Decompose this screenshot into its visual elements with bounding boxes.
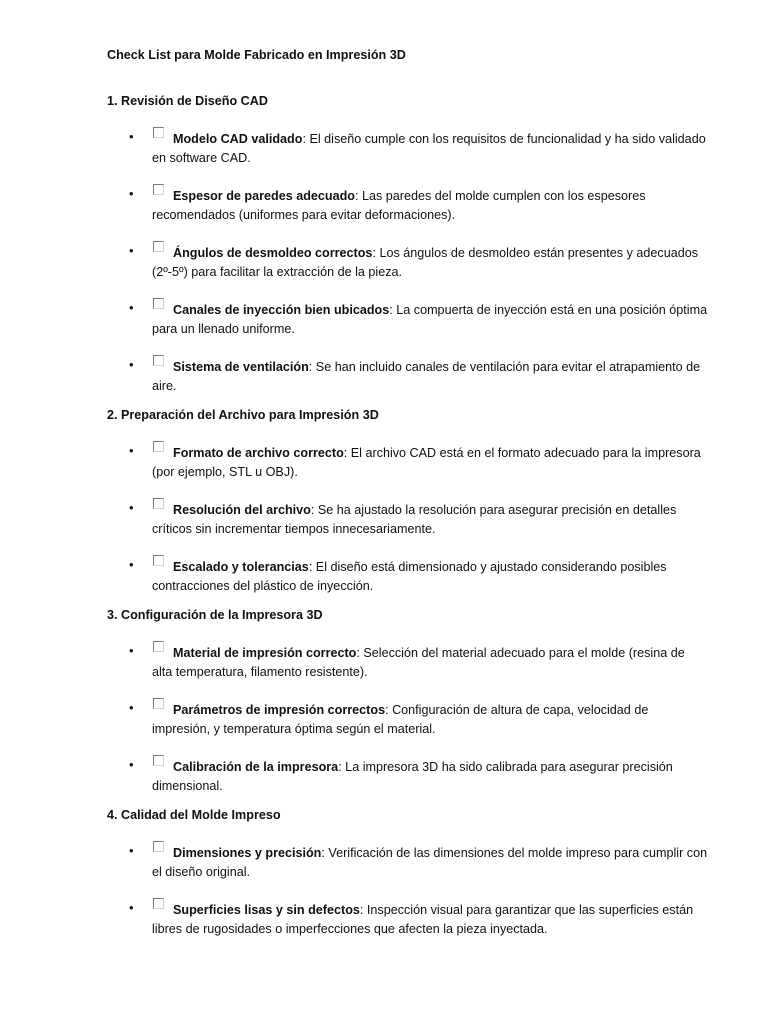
bullet-icon: • xyxy=(129,843,134,858)
section-heading: 2. Preparación del Archivo para Impresión 3D xyxy=(107,408,379,422)
section-preparacion-archivo xyxy=(107,406,708,596)
checklist xyxy=(107,441,708,596)
bullet-icon: • xyxy=(129,129,134,144)
checklist-item xyxy=(107,498,708,539)
checkbox[interactable] xyxy=(153,127,164,138)
item-description: : Inspección visual para garantizar que las superficies están libres de rugosidades o imperfecciones que afecten la pieza inyectada. xyxy=(152,903,694,936)
bullet-icon: • xyxy=(129,357,134,372)
checkbox[interactable] xyxy=(153,298,164,309)
item-title: Escalado y tolerancias xyxy=(173,560,309,574)
bullet-icon: • xyxy=(129,757,134,772)
item-title: Ángulos de desmoldeo correctos xyxy=(173,246,373,260)
checkbox[interactable] xyxy=(153,698,164,709)
checklist xyxy=(107,641,708,796)
section-revision-diseno-cad xyxy=(107,92,708,396)
item-description: : La impresora 3D ha sido calibrada para asegurar precisión dimensional. xyxy=(152,760,673,793)
item-description: : Se ha ajustado la resolución para asegurar precisión en detalles críticos sin incrementar tiempos innecesariamente. xyxy=(152,503,677,536)
section-heading: 3. Configuración de la Impresora 3D xyxy=(107,608,323,622)
checklist-item xyxy=(107,755,708,796)
checkbox[interactable] xyxy=(153,441,164,452)
checklist-item xyxy=(107,127,708,168)
section-calidad-molde xyxy=(107,806,708,939)
checkbox[interactable] xyxy=(153,184,164,195)
checklist-item xyxy=(107,698,708,739)
item-description: : Los ángulos de desmoldeo están presentes y adecuados (2º-5º) para facilitar la extracción de la pieza. xyxy=(152,246,699,279)
checkbox[interactable] xyxy=(153,641,164,652)
item-title: Modelo CAD validado xyxy=(173,132,303,146)
section-heading: 1. Revisión de Diseño CAD xyxy=(107,94,268,108)
item-title: Formato de archivo correcto xyxy=(173,446,344,460)
item-title: Superficies lisas y sin defectos xyxy=(173,903,360,917)
checkbox[interactable] xyxy=(153,555,164,566)
bullet-icon: • xyxy=(129,186,134,201)
item-title: Espesor de paredes adecuado xyxy=(173,189,355,203)
item-description: : El archivo CAD está en el formato adecuado para la impresora (por ejemplo, STL u OBJ). xyxy=(152,446,701,479)
bullet-icon: • xyxy=(129,443,134,458)
checkbox[interactable] xyxy=(153,355,164,366)
bullet-icon: • xyxy=(129,557,134,572)
item-description: : El diseño está dimensionado y ajustado considerando posibles contracciones del plástico de inyección. xyxy=(152,560,667,593)
item-description: : Selección del material adecuado para el molde (resina de alta temperatura, filamento resistente). xyxy=(152,646,685,679)
checklist-item xyxy=(107,898,708,939)
bullet-icon: • xyxy=(129,300,134,315)
checklist-item xyxy=(107,355,708,396)
bullet-icon: • xyxy=(129,900,134,915)
item-title: Calibración de la impresora xyxy=(173,760,339,774)
item-title: Dimensiones y precisión xyxy=(173,846,322,860)
item-description: : La compuerta de inyección está en una posición óptima para un llenado uniforme. xyxy=(152,303,708,336)
checklist-item xyxy=(107,441,708,482)
item-description: : Se han incluido canales de ventilación para evitar el atrapamiento de aire. xyxy=(152,360,701,393)
checkbox[interactable] xyxy=(153,841,164,852)
bullet-icon: • xyxy=(129,243,134,258)
item-title: Parámetros de impresión correctos xyxy=(173,703,386,717)
checkbox[interactable] xyxy=(153,498,164,509)
checklist-item xyxy=(107,841,708,882)
document-title: Check List para Molde Fabricado en Impresión 3D xyxy=(107,48,406,62)
bullet-icon: • xyxy=(129,643,134,658)
checkbox[interactable] xyxy=(153,241,164,252)
item-title: Sistema de ventilación xyxy=(173,360,309,374)
checklist xyxy=(107,127,708,396)
item-description: : El diseño cumple con los requisitos de funcionalidad y ha sido validado en software CAD. xyxy=(152,132,706,165)
checklist-item xyxy=(107,555,708,596)
checklist xyxy=(107,841,708,939)
item-description: : Verificación de las dimensiones del molde impreso para cumplir con el diseño original. xyxy=(152,846,708,879)
section-configuracion-impresora xyxy=(107,606,708,796)
item-title: Resolución del archivo xyxy=(173,503,311,517)
checklist-item xyxy=(107,241,708,282)
item-description: : Configuración de altura de capa, velocidad de impresión, y temperatura óptima según el material. xyxy=(152,703,649,736)
checkbox[interactable] xyxy=(153,755,164,766)
checklist-item xyxy=(107,184,708,225)
section-heading: 4. Calidad del Molde Impreso xyxy=(107,808,281,822)
checkbox[interactable] xyxy=(153,898,164,909)
bullet-icon: • xyxy=(129,500,134,515)
checklist-item xyxy=(107,641,708,682)
item-title: Canales de inyección bien ubicados xyxy=(173,303,390,317)
item-title: Material de impresión correcto xyxy=(173,646,357,660)
bullet-icon: • xyxy=(129,700,134,715)
item-description: : Las paredes del molde cumplen con los espesores recomendados (uniformes para evitar deformaciones). xyxy=(152,189,646,222)
checklist-item xyxy=(107,298,708,339)
